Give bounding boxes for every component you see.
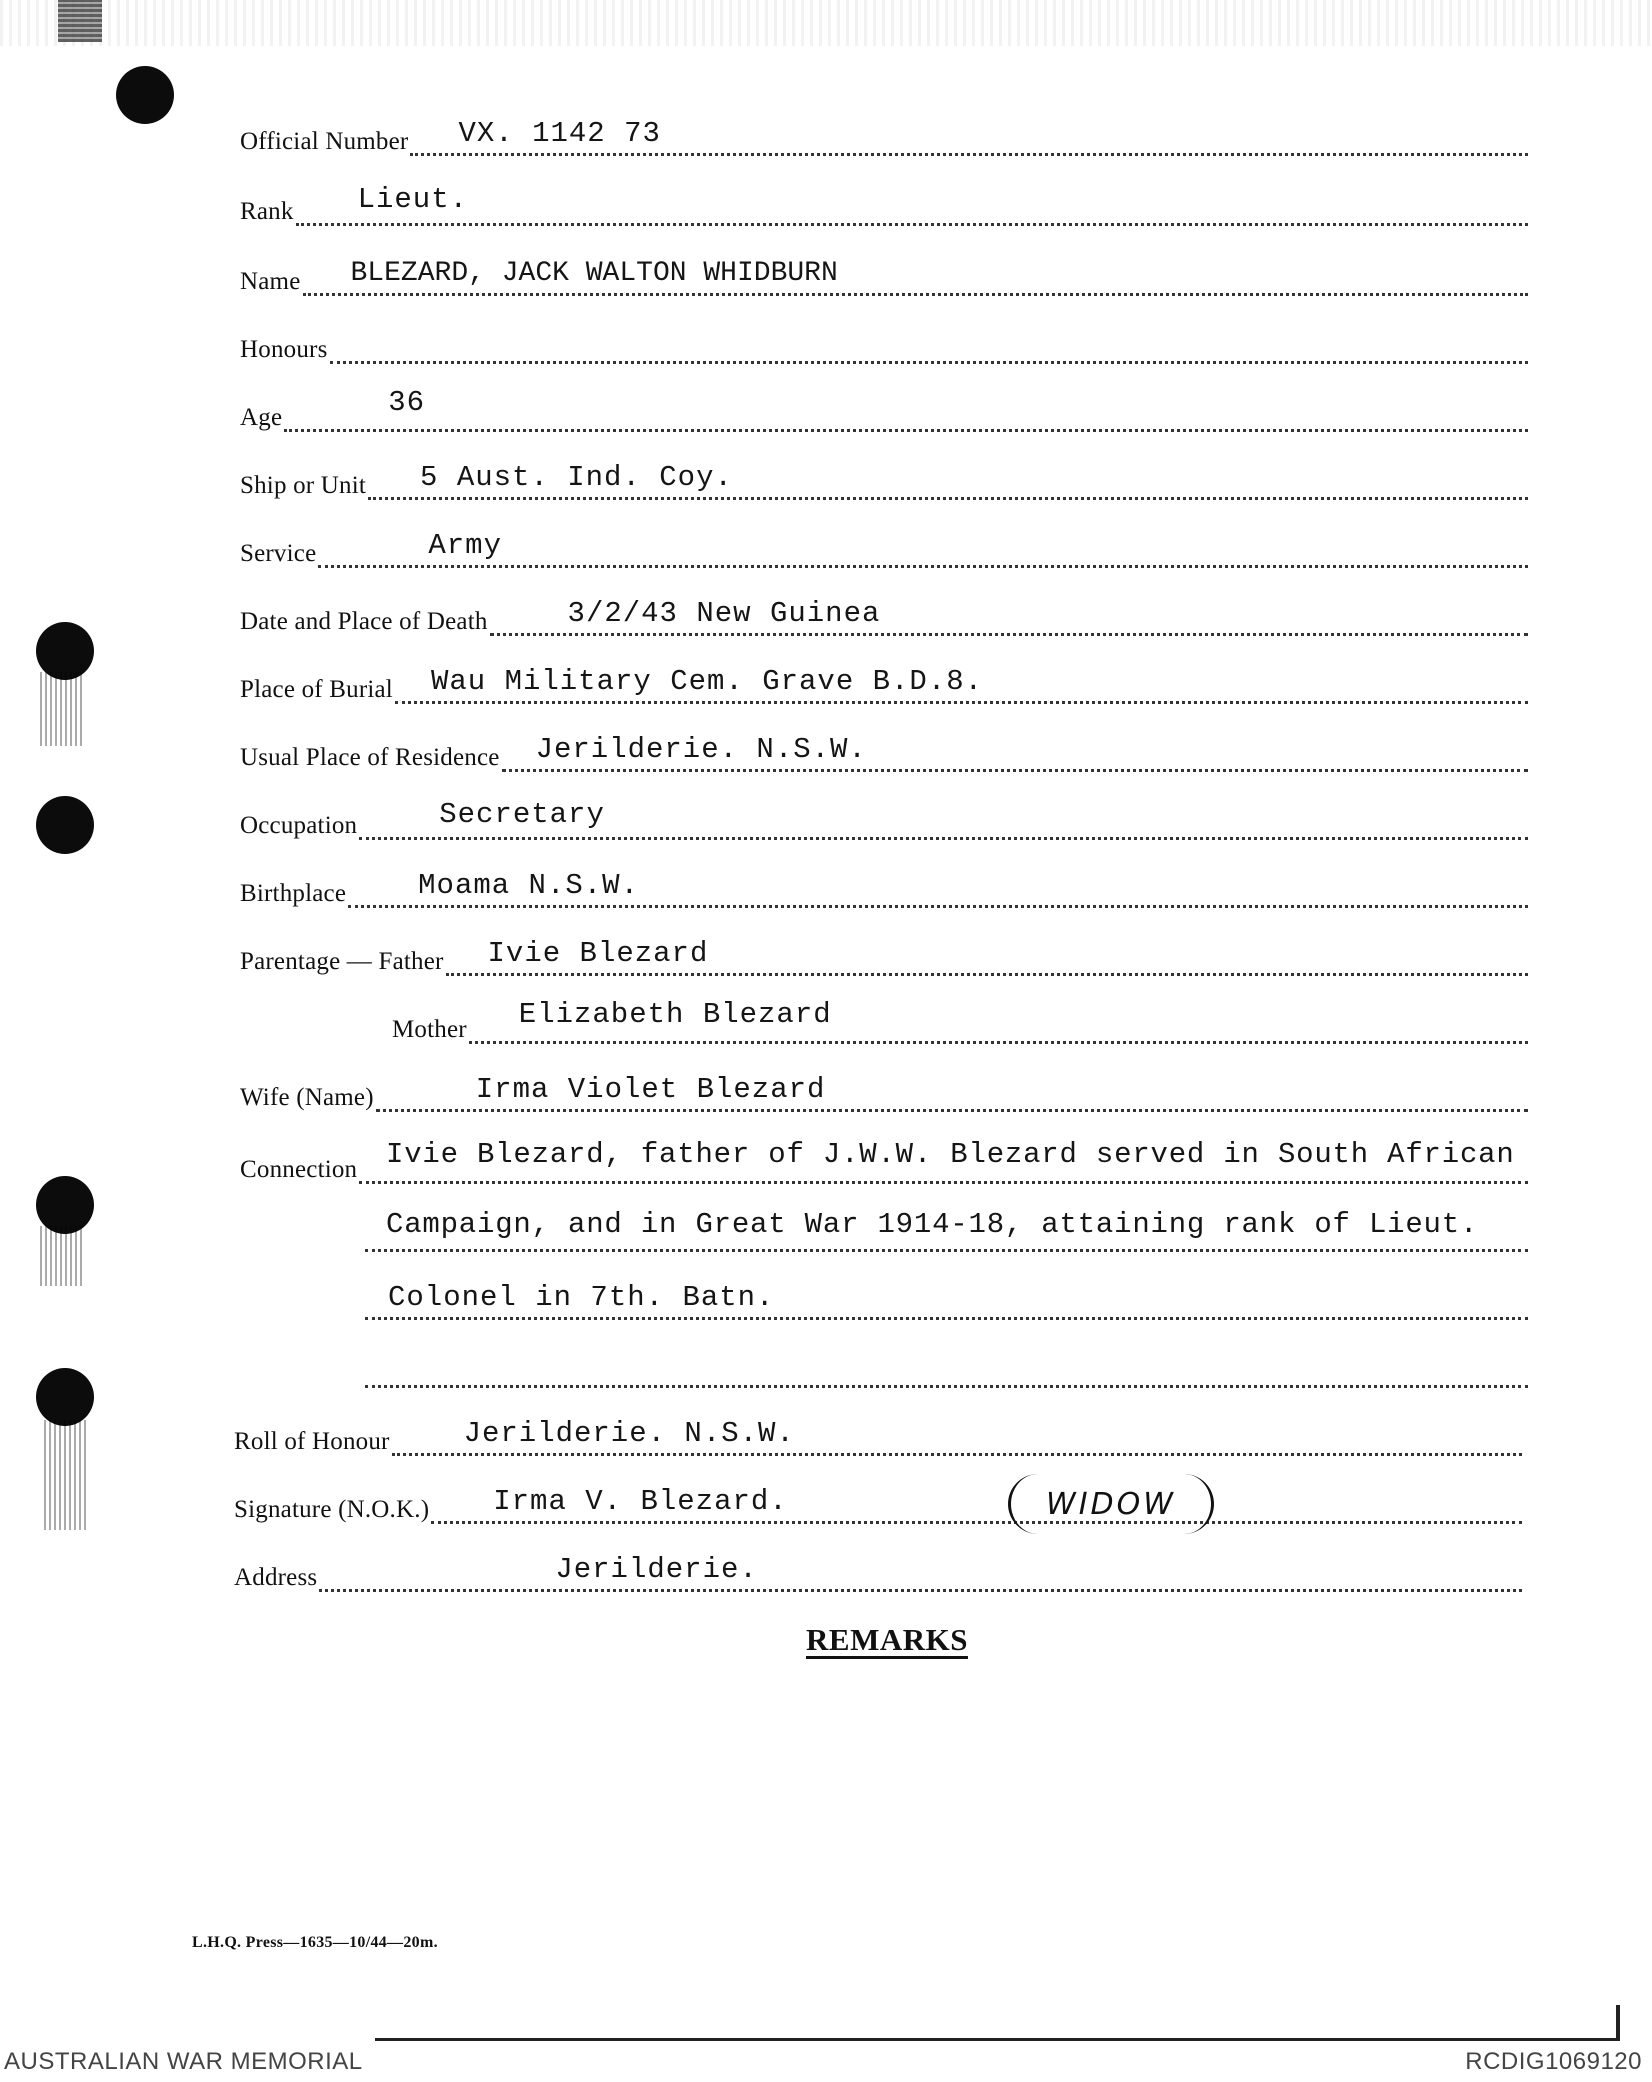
father-row	[240, 932, 1528, 976]
official-number-value: VX. 1142 73	[458, 117, 661, 150]
place-of-burial-value: Wau Military Cem. Grave B.D.8.	[430, 665, 984, 698]
address-field	[319, 1545, 1522, 1592]
service-field	[318, 521, 1528, 568]
usual-residence-row	[240, 728, 1528, 772]
address-value: Jerilderie.	[555, 1553, 758, 1586]
mother-row	[392, 1000, 1528, 1044]
age-label: Age	[240, 404, 283, 431]
scan-smear	[40, 672, 84, 746]
archive-id: RCDIG1069120	[1465, 2048, 1642, 2075]
rank-label: Rank	[240, 198, 294, 225]
birthplace-value: Moama N.S.W.	[418, 869, 639, 902]
father-value: Ivie Blezard	[487, 937, 709, 970]
name-label: Name	[240, 268, 301, 295]
mother-label: Mother	[392, 1016, 467, 1043]
service-value: Army	[428, 529, 502, 562]
rank-value: Lieut.	[357, 183, 468, 216]
roll-of-honour-field	[392, 1409, 1522, 1456]
occupation-row	[240, 796, 1528, 840]
official-number-field	[410, 109, 1528, 156]
wife-field	[376, 1065, 1528, 1112]
ship-or-unit-field	[368, 453, 1528, 500]
name-value: BLEZARD, JACK WALTON WHIDBURN	[350, 258, 838, 289]
ship-or-unit-row	[240, 456, 1528, 500]
occupation-value: Secretary	[439, 798, 605, 831]
address-row	[234, 1548, 1522, 1592]
handwritten-annotation: WIDOW	[1008, 1474, 1214, 1534]
scan-smear	[44, 1420, 88, 1530]
ship-or-unit-value: 5 Aust. Ind. Coy.	[420, 461, 733, 494]
connection-continuation-row	[363, 1276, 1528, 1320]
signature-field	[431, 1477, 1522, 1524]
official-number-label: Official Number	[240, 128, 409, 155]
birthplace-field	[348, 861, 1528, 908]
birthplace-row	[240, 864, 1528, 908]
honours-row	[240, 320, 1528, 364]
roll-of-honour-value: Jerilderie. N.S.W.	[463, 1417, 795, 1450]
address-label: Address	[234, 1564, 318, 1591]
usual-residence-field	[502, 725, 1528, 772]
scan-edge-strip	[0, 0, 1652, 46]
punch-hole	[36, 1368, 94, 1426]
name-field	[303, 249, 1529, 296]
roll-of-honour-row	[234, 1412, 1522, 1456]
roll-of-honour-label: Roll of Honour	[234, 1428, 390, 1455]
age-row	[240, 388, 1528, 432]
place-of-burial-field	[395, 657, 1528, 704]
father-field	[446, 929, 1528, 976]
date-place-death-value: 3/2/43 New Guinea	[567, 597, 881, 630]
connection-field-4	[365, 1341, 1528, 1388]
rank-field	[296, 179, 1528, 226]
bottom-rule	[375, 2038, 1620, 2041]
occupation-field	[359, 793, 1528, 840]
ship-or-unit-label: Ship or Unit	[240, 472, 367, 499]
usual-residence-label: Usual Place of Residence	[240, 744, 500, 771]
service-row	[240, 524, 1528, 568]
name-row	[240, 252, 1528, 296]
connection-field-3	[365, 1273, 1528, 1320]
rank-row	[240, 182, 1528, 226]
archive-credit: AUSTRALIAN WAR MEMORIAL	[4, 2048, 363, 2075]
birthplace-label: Birthplace	[240, 880, 347, 907]
father-label: Parentage — Father	[240, 948, 444, 975]
bottom-rule-tick	[1616, 2005, 1620, 2041]
honours-label: Honours	[240, 336, 328, 363]
connection-line-3: Colonel in 7th. Batn.	[388, 1281, 775, 1314]
mother-value: Elizabeth Blezard	[518, 998, 832, 1031]
wife-value: Irma Violet Blezard	[475, 1073, 826, 1106]
signature-label: Signature (N.O.K.)	[234, 1496, 430, 1523]
punch-hole	[36, 796, 94, 854]
signature-value: Irma V. Blezard.	[493, 1485, 788, 1518]
age-field	[284, 385, 1528, 432]
date-place-death-row	[240, 592, 1528, 636]
connection-line-2: Campaign, and in Great War 1914-18, attaining rank of Lieut.	[386, 1208, 1479, 1241]
date-place-death-label: Date and Place of Death	[240, 608, 488, 635]
signature-row	[234, 1480, 1522, 1524]
occupation-label: Occupation	[240, 812, 358, 839]
place-of-burial-row	[240, 660, 1528, 704]
place-of-burial-label: Place of Burial	[240, 676, 393, 703]
date-place-death-field	[490, 589, 1528, 636]
honours-field	[330, 317, 1528, 364]
usual-residence-value: Jerilderie. N.S.W.	[535, 733, 867, 766]
connection-line-1: Ivie Blezard, father of J.W.W. Blezard served in South African	[386, 1138, 1515, 1171]
remarks-heading: REMARKS	[806, 1622, 968, 1657]
connection-label: Connection	[240, 1156, 358, 1183]
wife-label: Wife (Name)	[240, 1084, 374, 1111]
printer-imprint: L.H.Q. Press—1635—10/44—20m.	[192, 1934, 438, 1951]
mother-field	[469, 997, 1528, 1044]
service-label: Service	[240, 540, 317, 567]
punch-hole	[116, 66, 174, 124]
scan-smear	[40, 1226, 84, 1286]
connection-continuation-row	[363, 1344, 1528, 1388]
official-number-row	[240, 112, 1528, 156]
age-value: 36	[388, 386, 426, 419]
wife-row	[240, 1068, 1528, 1112]
